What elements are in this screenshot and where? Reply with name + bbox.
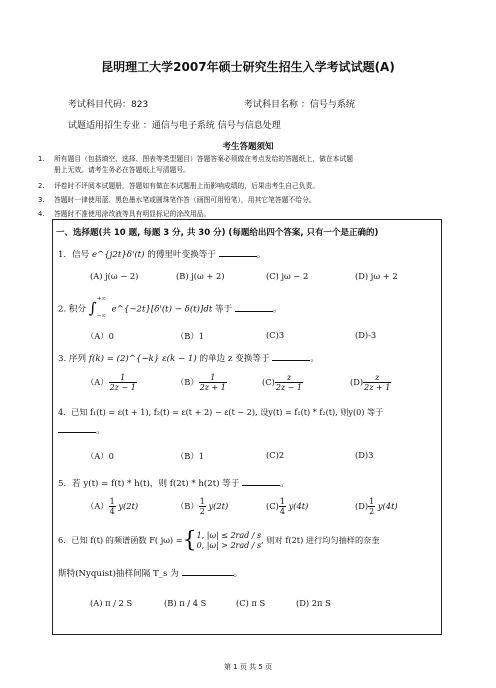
question-2: 2. 积分 ∫ +∞ −∞ e^{−2t}[δ'(t) − δ(t)]dt 等于 。: [58, 296, 282, 319]
question-6: 6．已知 f(t) 的频谱函数 F( jω) ={ 1, |ω| ≤ 2rad / s 0, |ω| > 2rad / s , 则对 f(2t) 进行均匀抽样的奈奎: [58, 528, 380, 553]
q2-option-a: （A）0: [86, 331, 114, 341]
subject-name: 考试科目名称 ：信号与系统: [244, 100, 355, 110]
notice-item: 4. 答题时不准使用涂改液等具有明显标记的涂改用品。: [38, 210, 211, 218]
q3-option-d: (D) $\frac{z}{2z + 1}$: [350, 373, 391, 392]
q2-option-b: （B）1: [176, 331, 204, 341]
question-6-line2: 斯特(Nyquist)抽样间隔 T_s 为 。: [58, 569, 243, 579]
q5-option-d: (D) $\frac{1}{2}$ y(4t): [355, 497, 398, 516]
q3-option-c: (C) $\frac{z}{2z - 1}$: [262, 373, 303, 392]
notice-item: 2. 评卷时不评阅本试题册，答题如有做在本试题册上而影响成绩的，后果由考生自己负责。: [38, 182, 320, 190]
question-5: 5．若 y(t) = f(t) * h(t)，则 f(2t) * h(2t) 等于 。: [58, 479, 289, 489]
q5-option-b: （B） $\frac{1}{2}$ y(2t): [176, 497, 229, 516]
question-1: 1．信号 e^{j2t}δ'(t) 的傅里叶变换等于 。: [58, 250, 266, 260]
q1-expression: e^{j2t}δ'(t): [91, 250, 145, 260]
question-4: 4．已知 f₁(t) = ε(t + 1), f₂(t) = ε(t + 2) − ε(t − 2), 设y(t) = f₁(t) * f₂(t), 则y(0) 等于: [58, 407, 384, 417]
q2-option-c: (C)3: [266, 330, 285, 340]
q4-option-a: （A）0: [86, 451, 114, 461]
page-footer: 第 1 页 共 5 页: [223, 663, 273, 671]
q6-option-a: (A) π / 2 S: [90, 598, 133, 608]
q4-option-b: （B）1: [176, 451, 204, 461]
q6-option-d: (D) 2π S: [296, 598, 331, 608]
q1-option-d: (D) jω + 2: [355, 271, 398, 281]
q5-option-c: (C) $\frac{1}{4}$ y(4t): [266, 497, 309, 516]
q5-option-a: （A） $\frac{1}{4}$ y(2t): [86, 497, 139, 516]
q2-option-d: (D)-3: [355, 330, 377, 340]
q4-option-d: (D)3: [355, 450, 374, 460]
applicable-majors: 试题适用招生专业 ：通信与电子系统 信号与信息处理: [68, 121, 281, 131]
q3-expression: f(k) = (2)^{−k} ε(k − 1): [88, 354, 197, 364]
question-3: 3. 序列 f(k) = (2)^{−k} ε(k − 1) 的单边 z 变换等于 。: [58, 354, 319, 364]
q3-option-b: （B） $\frac{1}{2z + 1}$: [176, 373, 226, 392]
exam-title: 昆明理工大学2007年硕士研究生招生入学考试试题(A): [101, 60, 395, 74]
notice-item: 册上无效。请考生务必在答题纸上写清题号。: [54, 166, 190, 174]
q1-option-b: (B) j(ω + 2): [176, 271, 225, 281]
q4-option-c: (C)2: [266, 450, 285, 460]
q6-option-b: (B) π / 4 S: [164, 598, 207, 608]
notice-item: 3. 答题时一律使用蓝、黑色墨水笔或圆珠笔作答（画图可用铅笔），用其它笔答题不给分。: [38, 196, 316, 204]
q2-expression: e^{−2t}[δ'(t) − δ(t)]dt: [111, 304, 213, 315]
notice-title: 考生答题须知: [222, 142, 274, 152]
q1-option-c: (C) jω − 2: [266, 271, 309, 281]
q1-option-a: (A) j(ω − 2): [90, 271, 139, 281]
subject-code: 考试科目代码：823: [68, 100, 149, 110]
section-heading: 一、选择题(共 10 题, 每题 3 分, 共 30 分) (每题给出四个答案, 只有一个是正确的): [56, 228, 379, 238]
notice-item: 1. 所有题目（包括填空、选择、图表等类型题目）答题答案必须做在考点发给的答题纸上，做在本试题: [38, 155, 354, 163]
q3-option-a: （A） $\frac{1}{2z - 1}$: [86, 373, 136, 392]
q4-answer-blank: 。: [58, 424, 105, 436]
q6-option-c: (C) π S: [236, 598, 266, 608]
